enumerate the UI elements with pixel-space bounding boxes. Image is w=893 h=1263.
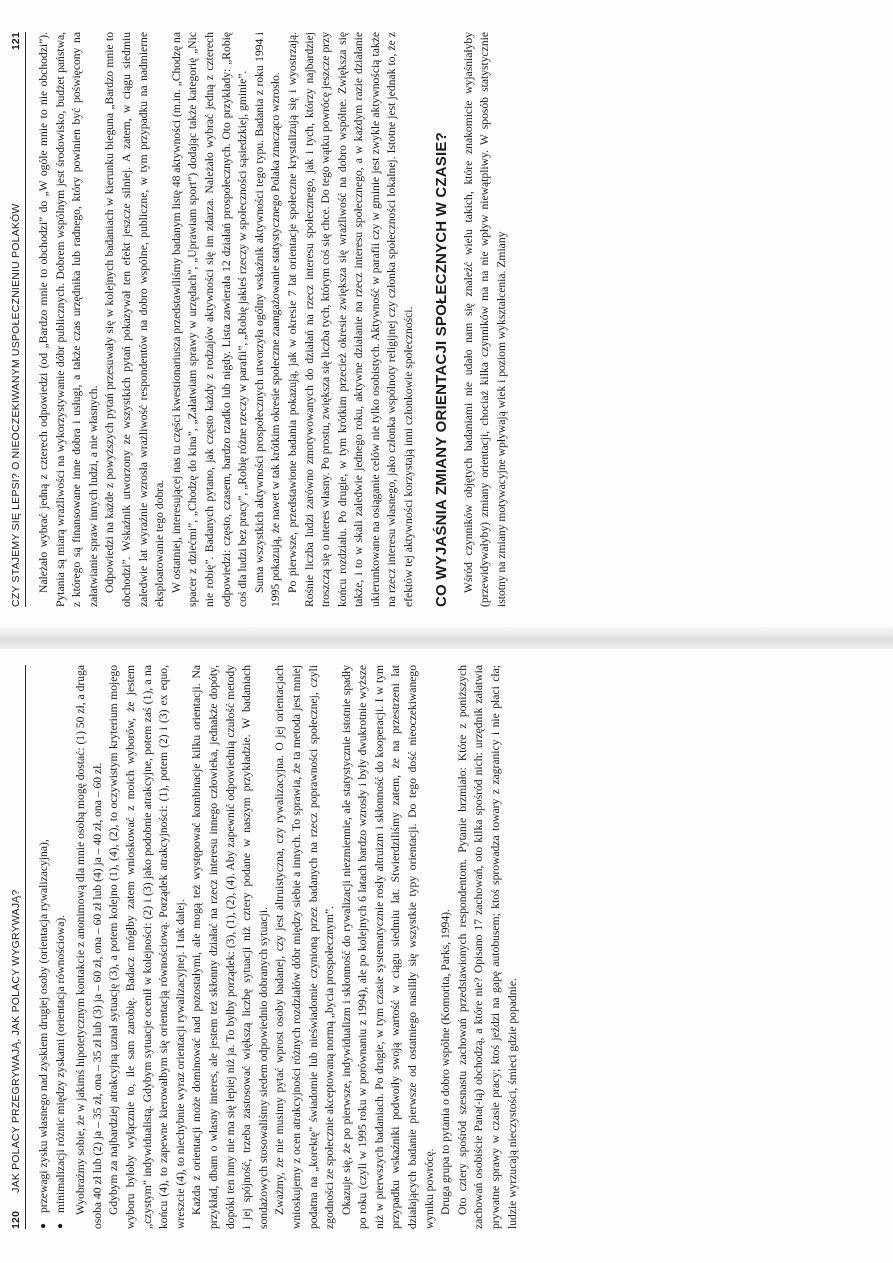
paragraph: Oto cztery spośród szesnastu zachowań przedstawionych respondentom. Pytanie brzmiało: Które z poniższych zachowań osobiście Pana(-ią) obchodzą, a które nie? Opisano 17 zachowań, oto kilka spośród nich: urzędnik załatwia prywatne sprawy w czasie pracy; ktoś jeździ na gapę autobusem; ktoś sprowadza towary z zagranicy i nie płaci cła; ludzie wyrzucają nieczystości, śmieci gdzie popadnie. <box>455 665 519 1229</box>
paragraph: Po pierwsze, przedstawione badania pokazują, jak w okresie 7 lat orientacje społeczne krystalizują się i wyostrzają. Rośnie liczba ludzi zarówno zmotywowanych do działań na rzecz interesu społecznego, jak i tych, którzy najbardziej troszczą się o interes własny. Po prostu, zwiększa się liczba tych, którym coś się chce. Do tego wątku powrócę jeszcze przy końcu rozdziału. Po drugie, w tym krótkim przecież okresie zwiększa się wrażliwość na dobro wspólne. Zwiększa się także, i to w skali zaledwie jednego roku, aktywne działanie na rzecz interesu społecznego, a w każdym razie działanie ukierunkowane na osiąganie celów nie tylko osobistych. Aktywność w parafii czy w gminie jest zwykle aktywnością także na rzecz interesu własnego, jako członka wspólnoty religijnej czy członka społeczności lokalnej. Istotne jest jednak to, że z efektów tej aktywności korzystają inni członkowie społeczności. <box>285 32 416 607</box>
section-heading: CO WYJAŚNIA ZMIANY ORIENTACJI SPOŁECZNYCH W CZASIE? <box>432 132 450 607</box>
running-head-right: CZY STAJEMY SIĘ LEPSI? O NIEOCZEKIWANYM USPOŁECZNIENIU POLAKÓW <box>10 203 22 607</box>
paragraph: Okazuje się, że po pierwsze, indywidualizm i skłonność do rywalizacji niezmiennie, ale statystycznie istotnie spadły po roku (czyli w 1995 roku w porównaniu z 1994), ale po kolejnych 6 latach bardzo wzrosły i były dwukrotnie wyższe niż w pierwszych badaniach. Po drugie, w tym czasie systematycznie rosły altruizm i skłonność do kooperacji. I w tym przypadku wskaźniki podwoiły swoją wartość w ciągu siedmiu lat. Stwierdziliśmy zatem, że na przestrzeni lat działających badanie pierwsze od ostatniego nasiliły się wszystkie typy orientacji. Do tego dość nieoczekiwanego wyniku powrócę. <box>339 665 436 1229</box>
paragraph: Gdybym za najbardziej atrakcyjną uznał sytuację (3), a potem kolejno (1), (4), (2), to oczywistym kryterium mojego wyboru byłoby wyłącznie to, ile sam zarobię. Badacz mógłby zatem wnioskować z moich wyborów, że jestem „czystym” indywidualistą. Gdybym sytuacje ocenił w kolejności: (2) i (3) jako podobnie atrakcyjne, potem zaś (1), a na końcu (4), to zapewne kierowałbym się orientacją równościową. Porządek atrakcyjności: (1), potem (2) i (3) ex equo, wreszcie (4), to niechybnie wyraz orientacji rywalizacyjnej. I tak dalej. <box>107 665 187 1229</box>
left-running-header <box>10 665 26 1229</box>
paragraph: Druga grupa to pytania o dobro wspólne (Komorita, Parks, 1994). <box>439 909 453 1215</box>
right-running-header <box>10 32 26 607</box>
paragraph: W ostatniej, interesującej nas tu części kwestionariusza przedstawiliśmy badanym listę 48 aktywności (m.in. „Chodzę na spacer z dziećmi”, „Chodzę do kina”, „Załatwiam sprawy w urzędach”, „Uprawiam sport”) dodając także kategorię „Nic nie robię”. Badanych pytano, jak często każdy z rodzajów aktywności się im zdarza. Należało wybrać jedną z czterech odpowiedzi: często, czasem, bardzo rzadko lub nigdy. Lista zawierała 12 działań prospołecznych. Oto przykłady: „Robię coś dla ludzi bez pracy”, „Robię różne rzeczy w parafii”, „Robię jakieś rzeczy w społeczności sąsiedzkiej, gminie”. <box>169 32 250 607</box>
page-number-right: 121 <box>10 32 22 51</box>
book-gutter <box>0 627 893 649</box>
right-page-body <box>36 32 510 607</box>
paragraph: Każda z orientacji może dominować nad pozostałymi, ale mogą też występować kombinacje kilku orientacji. Na przykład, dbam o własny interes, ale jestem też skłonny działać na rzecz interesu innego człowieka, jednakże dopóty, dopóki ten inny nie ma się lepiej niż ja. To byłby porządek: (3), (1), (2), (4). Aby zapewnić odpowiednią czułość metody i jej spójność, trzeba zastosować większą liczbę sytuacji niż cztery podane w naszym przykładzie. W badaniach sondażowych stosowaliśmy siedem odpowiednio dobranych sytuacji. <box>190 665 270 1229</box>
paragraph: Wśród czynników objętych badaniami nie udało nam się znaleźć wielu takich, które znakomicie wyjaśniałyby (przewidywałyby) zmiany orientacji, chociaż kilka czynników ma na nie wpływ niewątpliwy. W sposób statystycznie istotny na zmiany motywacyjne wpływają wiek i poziom wykształcenia. Zmiany <box>461 32 508 607</box>
left-page-body <box>36 665 521 1229</box>
paragraph: Zważmy, że nie musimy pytać wprost osoby badanej, czy jest altruistyczna, czy rywalizacyjna. O jej orientacjach wnioskujemy z ocen atrakcyjności różnych rozdziałów dóbr między siebie a innych. To sprawia, że ta metoda jest mniej podatna na „korektę” świadomie lub nieświadomie czynioną przez badanych na rzecz poprawności społecznej, czyli zgodności ze społecznie akceptowaną normą „bycia prospołecznym”. <box>273 665 337 1229</box>
right-page <box>10 32 510 607</box>
orientation-bullet-list <box>36 665 69 1229</box>
bullet-item: ● minimalizacji różnic między zyskami (orientacja równościowa). <box>53 665 70 1213</box>
left-page <box>10 665 521 1229</box>
paragraph: Suma wszystkich aktywności prospołecznych utworzyła ogólny wskaźnik aktywności tego typu. Badania z roku 1994 i 1995 pokazują, że nawet w tak krótkim okresie społeczne zaangażowanie statystycznego Polaka znacząco wzrosło. <box>252 32 283 607</box>
bullet-item: ● przewagi zysku własnego nad zyskiem drugiej osoby (orientacja rywalizacyjna), <box>36 665 53 1213</box>
page-number-left: 120 <box>10 1210 22 1229</box>
running-head-left: JAK POLACY PRZEGRYWAJĄ, JAK POLACY WYGRYWAJĄ? <box>10 889 22 1193</box>
paragraph: Należało wybrać jedną z czterech odpowiedzi (od „Bardzo mnie to obchodzi” do „W ogóle mnie to nie obchodzi”). Pytania są miarą wrażliwości na wykorzystywanie dóbr publicznych. Dobrem wspólnym jest środowisko, budżet państwa, z którego są finansowane inne dobra i usługi, a także czas urzędnika lub radnego, który powinien być poświęcony na załatwianie spraw innych ludzi, a nie własnych. <box>37 32 100 607</box>
paragraph: Wyobraźmy sobie, że w jakimś hipotetycznym kontakcie z anonimową dla mnie osobą mogę dostać: (1) 50 zł, a druga osoba 40 zł lub (2) ja – 35 zł, ona – 35 zł lub (3) ja – 60 zł, ona – 60 zł lub (4) ja – 40 zł, ona – 60 zł. <box>74 665 104 1229</box>
paragraph: Odpowiedzi na każde z powyższych pytań przesuwały się w kolejnych badaniach w kierunku bieguna „Bardzo mnie to obchodzi”. Wskaźnik utworzony ze wszystkich pytań pokazywał ten efekt jeszcze silniej. A zatem, w ciągu siedmiu zaledwie lat wyraźnie wzrosła wrażliwość respondentów na dobro wspólne, publiczne, w tym przypadku na nadmierne eksploatowanie tego dobra. <box>103 32 167 607</box>
